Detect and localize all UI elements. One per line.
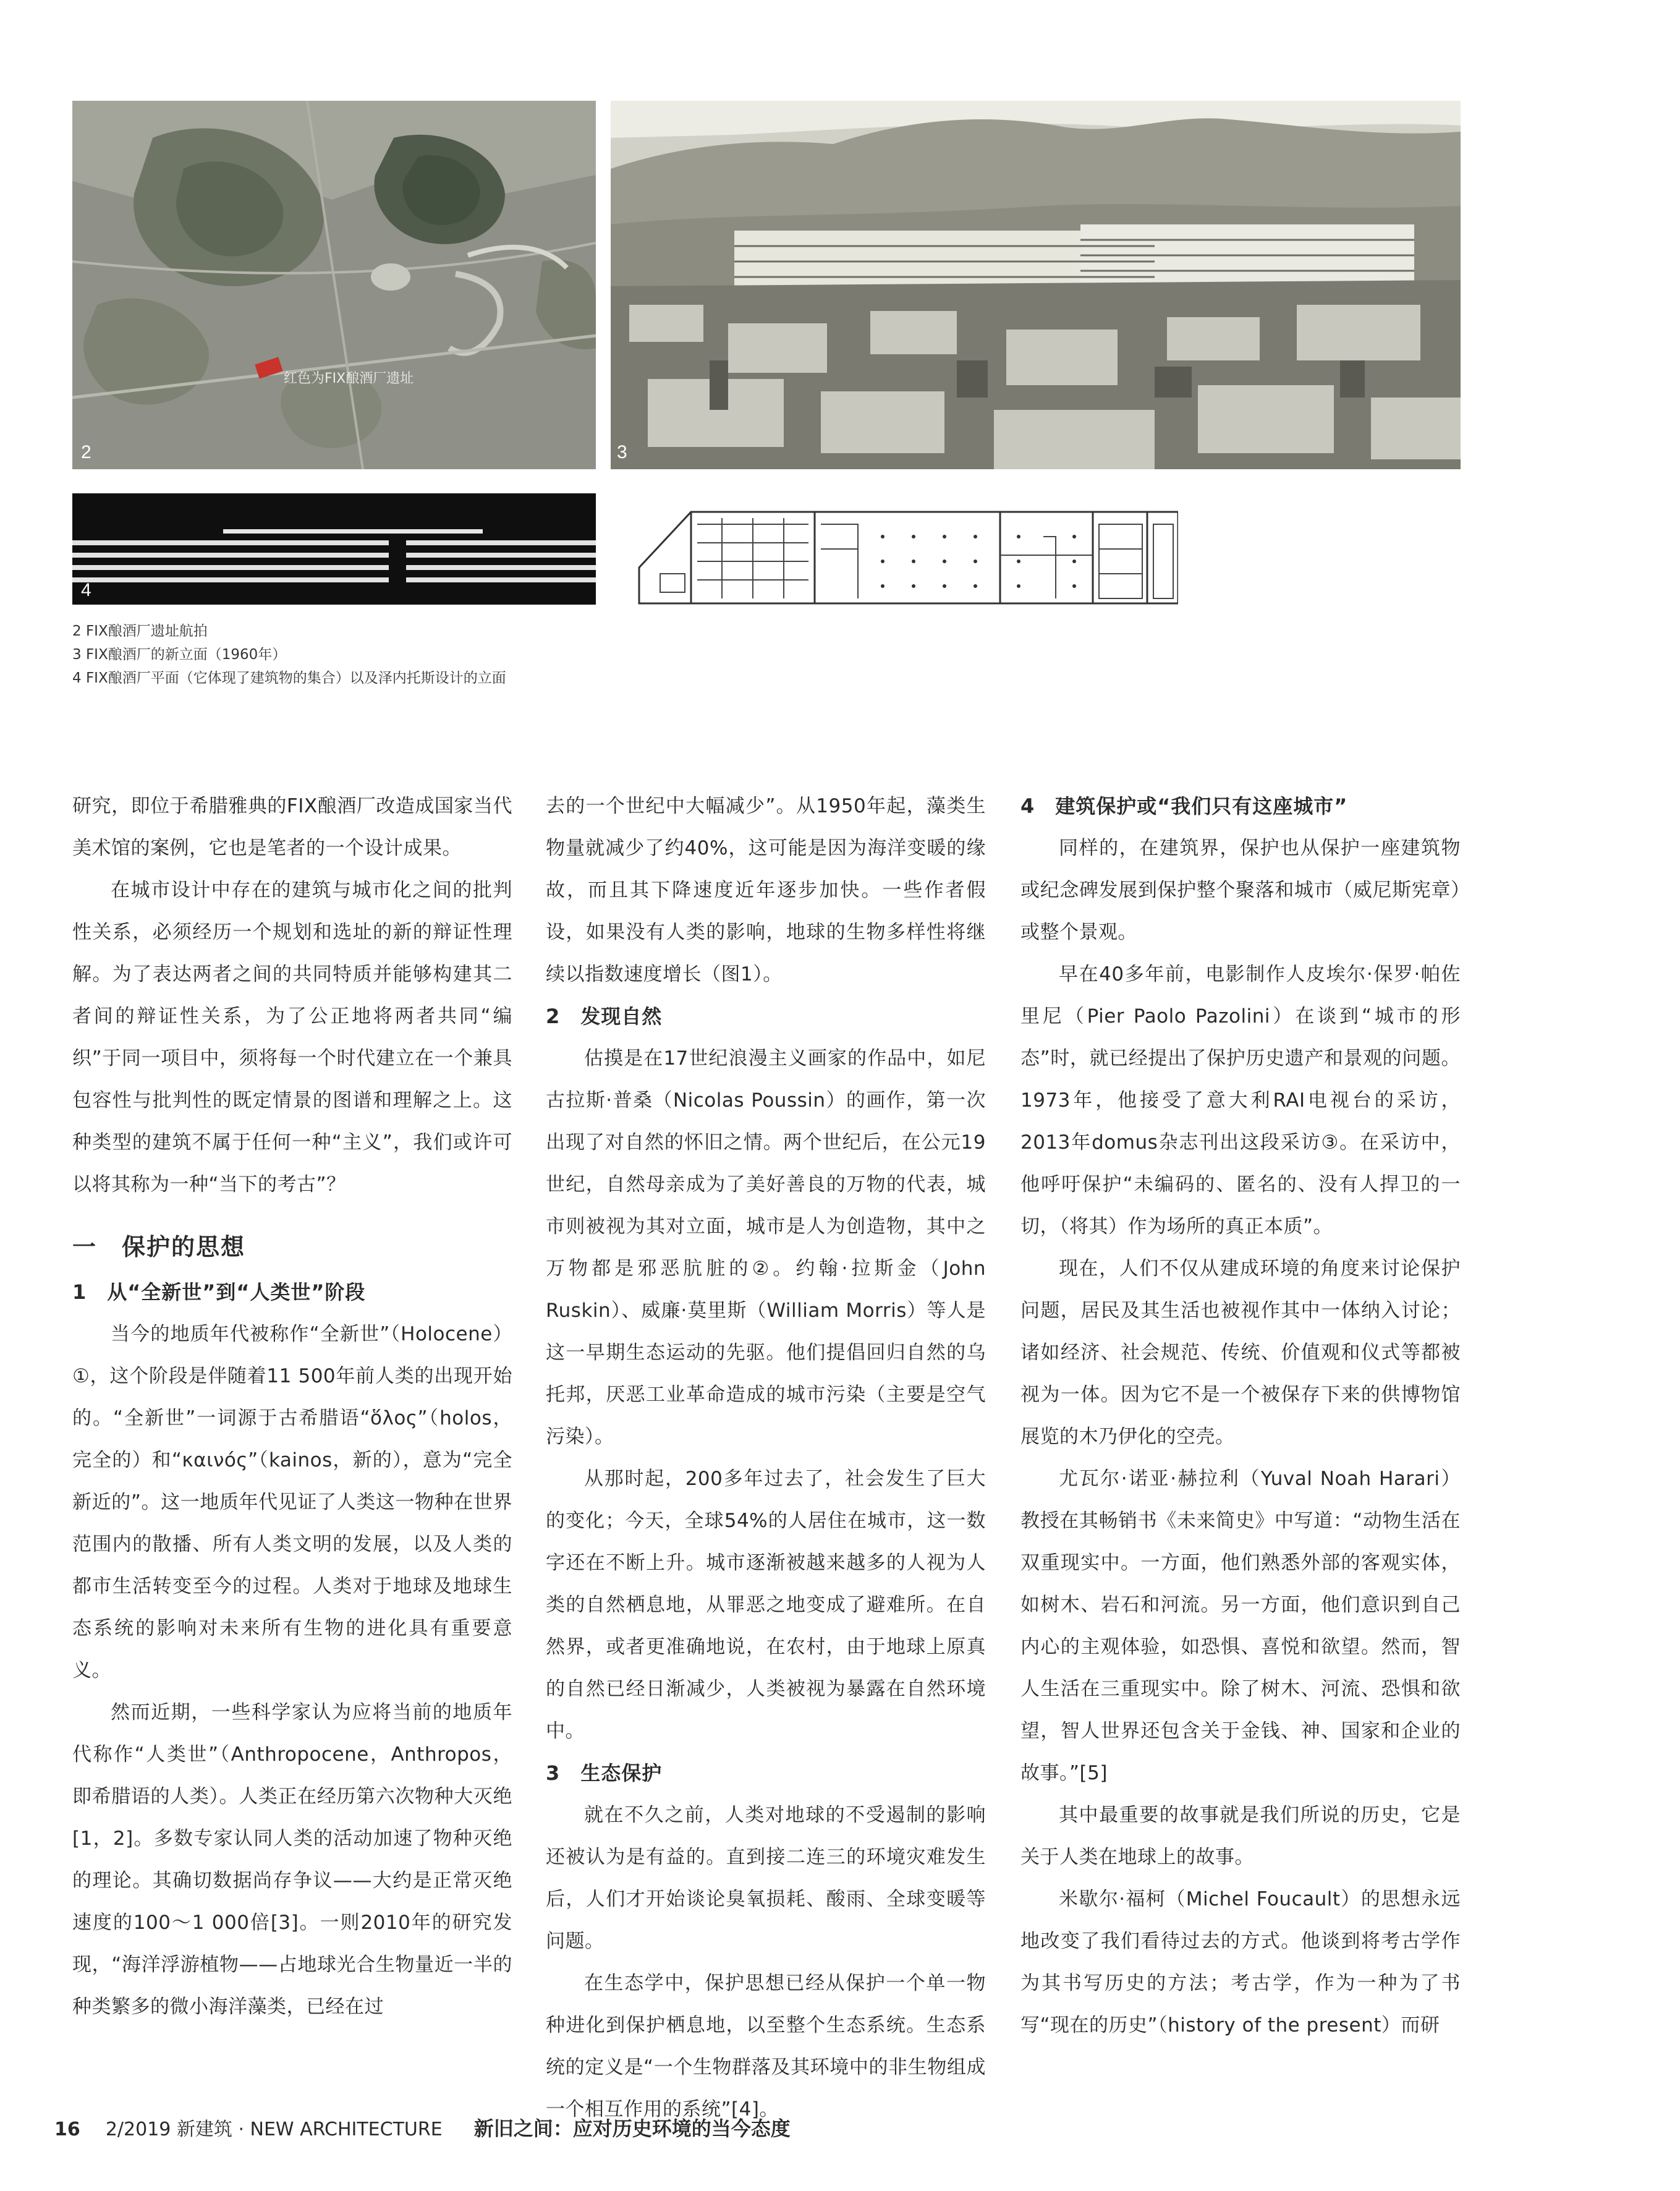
paragraph: 早在40多年前，电影制作人皮埃尔·保罗·帕佐里尼（Pier Paolo Pazolini）在谈到“城市的形态”时，就已经提出了保护历史遗产和景观的问题。1973年，他接受了意大利RAI电视台的采访，2013年domus杂志刊出这段采访③。在采访中，他呼吁保护“未编码的、匿名的、没有人捍卫的一切，（将其）作为场所的真正本质”。 — [1020, 963, 1461, 1238]
caption-figure-2: 2 FIX酿酒厂遗址航拍 — [72, 623, 208, 639]
text-column-2 — [546, 785, 986, 2130]
paragraph: 同样的，在建筑界，保护也从保护一座建筑物或纪念碑发展到保护整个聚落和城市（威尼斯宪章）或整个景观。 — [1020, 837, 1461, 943]
paragraph: 研究，即位于希腊雅典的FIX酿酒厂改造成国家当代美术馆的案例，它也是笔者的一个设计成果。 — [72, 795, 512, 859]
paragraph: 从那时起，200多年过去了，社会发生了巨大的变化；今天，全球54%的人居住在城市，这一数字还在不断上升。城市逐渐被越来越多的人视为人类的自然栖息地，从罪恶之地变成了避难所。在自然界，或者更准确地说，在农村，由于地球上原真的自然已经日渐减少，人类被视为暴露在自然环境中。 — [546, 1468, 986, 1742]
paragraph: 在城市设计中存在的建筑与城市化之间的批判性关系，必须经历一个规划和选址的新的辩证性理解。为了表达两者之间的共同特质并能够构建其二者间的辩证性关系，为了公正地将两者共同“编织”于同一项目中，须将每一个时代建立在一个兼具包容性与批判性的既定情景的图谱和理解之上。这种类型的建筑不属于任何一种“主义”，我们或许可以将其称为一种“当下的考古”？ — [72, 879, 512, 1196]
page-number: 16 — [54, 2119, 80, 2140]
text-column-3 — [1020, 785, 1461, 2046]
subsection-heading: 2 发现自然 — [546, 1005, 663, 1028]
figure-4-floor-plan — [635, 500, 1178, 608]
paragraph: 然而近期，一些科学家认为应将当前的地质年代称作“人类世”（Anthropocene，Anthropos，即希腊语的人类）。人类正在经历第六次物种大灭绝[1，2]。多数专家认同人类的活动加速了物种灭绝的理论。其确切数据尚存争议——大约是正常灭绝速度的100～1 000倍[3]。一则2010年的研究发现，“海洋浮游植物——占地球光合生物量近一半的种类繁多的微小海洋藻类，已经在过 — [72, 1701, 512, 2018]
paragraph: 尤瓦尔·诺亚·赫拉利（Yuval Noah Harari）教授在其畅销书《未来简史》中写道：“动物生活在双重现实中。一方面，他们熟悉外部的客观实体，如树木、岩石和河流。另一方面，他们意识到自己内心的主观体验，如恐惧、喜悦和欲望。然而，智人生活在三重现实中。除了树木、河流、恐惧和欲望，智人世界还包含关于金钱、神、国家和企业的故事。”[5] — [1020, 1468, 1461, 1784]
paragraph: 其中最重要的故事就是我们所说的历史，它是关于人类在地球上的故事。 — [1020, 1804, 1461, 1868]
figure-4-elevation — [72, 493, 596, 605]
floor-plan-drawing — [635, 500, 1178, 608]
elevation-drawing — [72, 493, 596, 605]
panorama-image — [611, 101, 1461, 469]
figure-3-number: 3 — [617, 442, 627, 462]
subsection-heading: 4 建筑保护或“我们只有这座城市” — [1020, 794, 1348, 818]
paragraph: 就在不久之前，人类对地球的不受遏制的影响还被认为是有益的。直到接二连三的环境灾难发生后，人们才开始谈论臭氧损耗、酸雨、全球变暖等问题。 — [546, 1804, 986, 1952]
section-heading: 一 保护的思想 — [72, 1233, 246, 1261]
subsection-heading: 3 生态保护 — [546, 1761, 663, 1785]
caption-figure-4: 4 FIX酿酒厂平面（它体现了建筑物的集合）以及泽内托斯设计的立面 — [72, 670, 506, 686]
section-title: 新旧之间：应对历史环境的当今态度 — [473, 2117, 791, 2140]
figure-captions — [72, 619, 876, 690]
figure-4-number: 4 — [81, 580, 91, 600]
caption-figure-3: 3 FIX酿酒厂的新立面（1960年） — [72, 647, 287, 663]
figure-2-aerial-photo — [72, 101, 596, 469]
figure-2-label: 红色为FIX酿酒厂遗址 — [284, 371, 414, 386]
aerial-map-image — [72, 101, 596, 469]
subsection-heading: 1 从“全新世”到“人类世”阶段 — [72, 1280, 366, 1304]
figure-3-panorama-photo — [611, 101, 1461, 469]
journal-issue: 2/2019 新建筑 · NEW ARCHITECTURE — [105, 2119, 443, 2140]
page-footer — [54, 2113, 858, 2144]
text-column-1 — [72, 785, 512, 2028]
paragraph: 当今的地质年代被称作“全新世”（Holocene）①，这个阶段是伴随着11 500年前人类的出现开始的。“全新世”一词源于古希腊语“ὅλος”（holos，完全的）和“καινός”（kainos，新的），意为“完全新近的”。这一地质年代见证了人类这一物种在世界范围内的散播、所有人类文明的发展，以及人类的都市生活转变至今的过程。人类对于地球及地球生态系统的影响对未来所有生物的进化具有重要意义。 — [72, 1323, 512, 1682]
paragraph: 在生态学中，保护思想已经从保护一个单一物种进化到保护栖息地，以至整个生态系统。生态系统的定义是“一个生物群落及其环境中的非生物组成一个相互作用的系统”[4]。 — [546, 1972, 986, 2121]
paragraph: 估摸是在17世纪浪漫主义画家的作品中，如尼古拉斯·普桑（Nicolas Poussin）的画作，第一次出现了对自然的怀旧之情。两个世纪后，在公元19世纪，自然母亲成为了美好善良的万物的代表，城市则被视为其对立面，城市是人为创造物，其中之万物都是邪恶肮脏的②。约翰·拉斯金（John Ruskin）、威廉·莫里斯（William Morris）等人是这一早期生态运动的先驱。他们提倡回归自然的乌托邦，厌恶工业革命造成的城市污染（主要是空气污染）。 — [546, 1047, 986, 1448]
paragraph: 去的一个世纪中大幅减少”。从1950年起，藻类生物量就减少了约40%，这可能是因为海洋变暖的缘故，而且其下降速度近年逐步加快。一些作者假设，如果没有人类的影响，地球的生物多样性将继续以指数速度增长（图1）。 — [546, 795, 986, 985]
figure-2-number: 2 — [81, 442, 91, 462]
paragraph: 现在，人们不仅从建成环境的角度来讨论保护问题，居民及其生活也被视作其中一体纳入讨论；诸如经济、社会规范、传统、价值观和仪式等都被视为一体。因为它不是一个被保存下来的供博物馆展览的木乃伊化的空壳。 — [1020, 1257, 1461, 1448]
paragraph: 米歇尔·福柯（Michel Foucault）的思想永远地改变了我们看待过去的方式。他谈到将考古学作为其书写历史的方法；考古学，作为一种为了书写“现在的历史”（history of the present）而研 — [1020, 1888, 1461, 2036]
